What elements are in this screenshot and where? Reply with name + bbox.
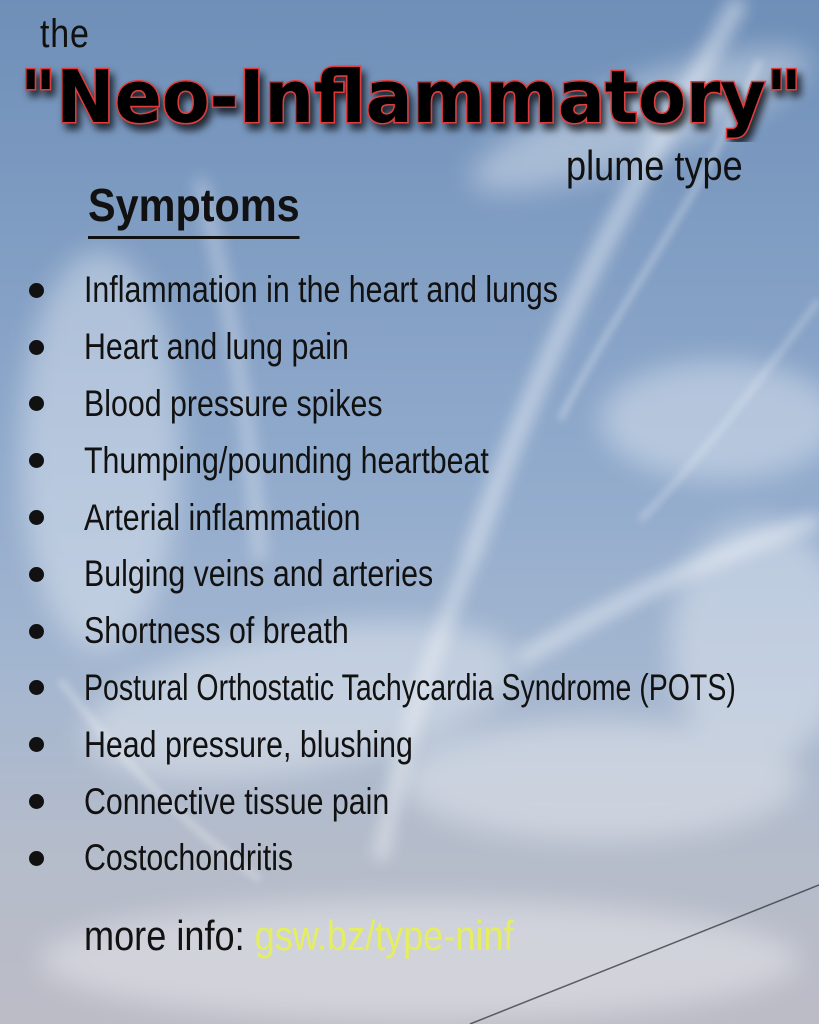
list-item [0,546,819,603]
symptoms-heading: Symptoms [88,178,300,239]
more-info-link[interactable]: gsw.bz/type-ninf [254,912,514,959]
list-item [0,319,819,376]
bullet-icon [29,851,44,866]
bullet-icon [29,737,44,752]
bullet-icon [29,510,44,525]
bullet-icon [29,567,44,582]
symptom-text: Costochondritis [84,837,294,879]
symptom-text: Connective tissue pain [84,780,390,822]
more-info-label: more info: [84,912,245,959]
more-info-line [84,912,514,960]
bullet-icon [29,680,44,695]
symptom-text: Arterial inflammation [84,496,361,538]
list-item [0,773,819,830]
symptom-text: Thumping/pounding heartbeat [84,439,489,481]
symptom-text: Blood pressure spikes [84,382,383,424]
list-item [0,660,819,717]
title-suffix: plume type [566,142,743,189]
bullet-icon [29,453,44,468]
bullet-icon [29,624,44,639]
bullet-icon [29,283,44,298]
symptom-text: Bulging veins and arteries [84,553,434,595]
bullet-icon [29,340,44,355]
list-item [0,489,819,546]
symptom-text: Shortness of breath [84,610,349,652]
list-item [0,603,819,660]
symptom-text: Postural Orthostatic Tachycardia Syndrome (POTS) [84,666,736,708]
list-item [0,262,819,319]
bullet-icon [29,794,44,809]
symptom-list [0,262,819,887]
title-prefix: the [40,12,90,56]
list-item [0,376,819,433]
list-item [0,716,819,773]
bullet-icon [29,396,44,411]
main-title-text: "Neo-Inflammatory" [20,55,802,139]
main-title [14,54,809,142]
list-item [0,830,819,887]
list-item [0,432,819,489]
symptom-text: Head pressure, blushing [84,723,413,765]
symptom-text: Inflammation in the heart and lungs [84,269,558,311]
symptom-text: Heart and lung pain [84,326,349,368]
